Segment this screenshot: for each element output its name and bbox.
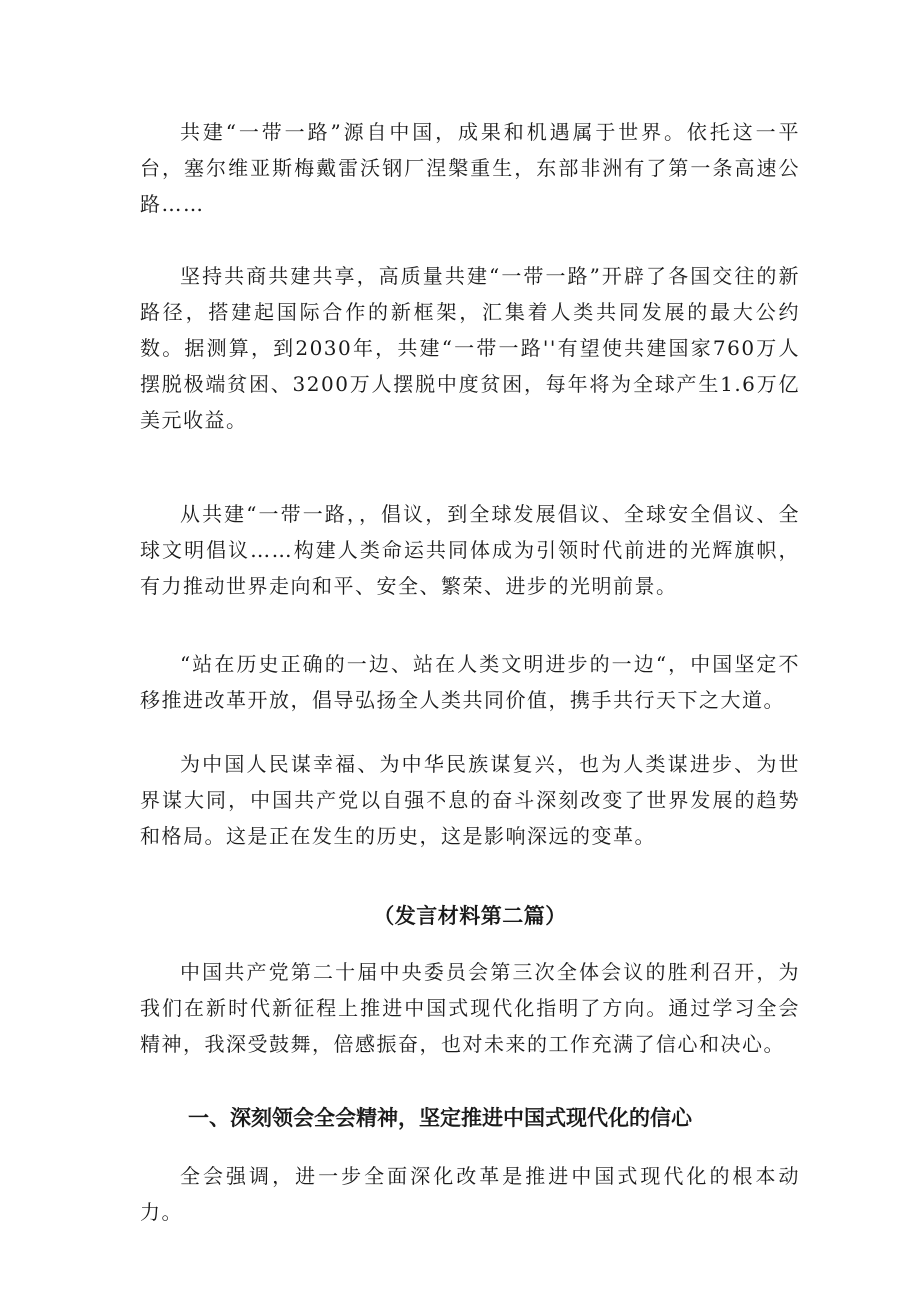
section-title: （发言材料第二篇） bbox=[373, 904, 567, 928]
paragraph-historic-change: 为中国人民谋幸福、为中华民族谋复兴，也为人类谋进步、为世界谋大同，中国共产党以自强不息的奋斗深刻改变了世界发展的趋势和格局。这是正在发生的历史，这是影响深远的变革。 bbox=[140, 752, 800, 848]
paragraph-belt-road-benefits: 坚持共商共建共享，高质量共建“一带一路”开辟了各国交往的新路径，搭建起国际合作的新框架，汇集着人类共同发展的最大公约数。据测算，到2030年，共建“一带一路''有望使共建国家760万人摆脱极端贫困、3200万人摆脱中度贫困，每年将为全球产生1.6万亿美元收益。 bbox=[140, 264, 800, 432]
paragraph-plenary-intro: 中国共产党第二十届中央委员会第三次全体会议的胜利召开，为我们在新时代新征程上推进中国式现代化指明了方向。通过学习全会精神，我深受鼓舞，倍感振奋，也对未来的工作充满了信心和决心。 bbox=[140, 960, 800, 1056]
paragraph-belt-road-origin: 共建“一带一路”源自中国，成果和机遇属于世界。依托这一平台，塞尔维亚斯梅戴雷沃钢厂涅槃重生，东部非洲有了第一条高速公路…… bbox=[140, 120, 800, 216]
paragraph-deepen-reform: 全会强调，进一步全面深化改革是推进中国式现代化的根本动力。 bbox=[140, 1164, 800, 1224]
paragraph-global-initiatives: 从共建“一带一路，，倡议，到全球发展倡议、全球安全倡议、全球文明倡议……构建人类命运共同体成为引领时代前进的光辉旗帜，有力推动世界走向和平、安全、繁荣、进步的光明前景。 bbox=[140, 502, 800, 598]
paragraph-right-side-of-history: “站在历史正确的一边、站在人类文明进步的一边“，中国坚定不移推进改革开放，倡导弘扬全人类共同价值，携手共行天下之大道。 bbox=[140, 652, 800, 712]
heading-understand-plenary-spirit: 一、深刻领会全会精神，坚定推进中国式现代化的信心 bbox=[188, 1106, 692, 1130]
